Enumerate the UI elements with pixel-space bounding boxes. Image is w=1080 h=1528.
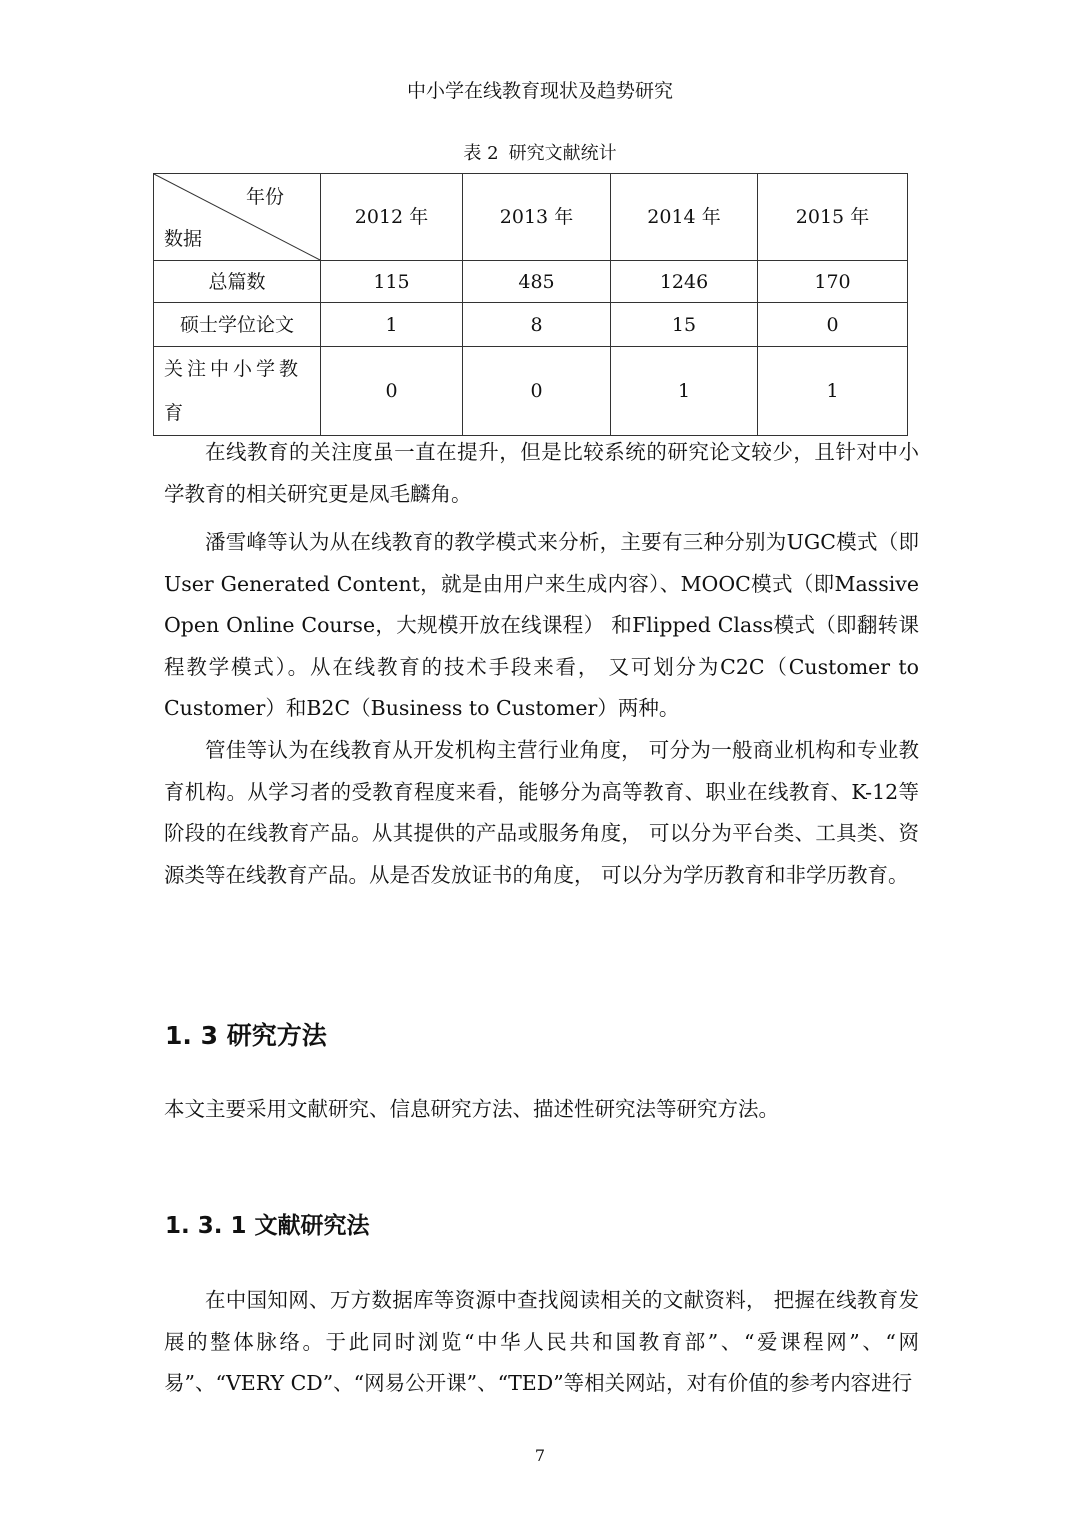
section-intro-text: 本文主要采用文献研究、信息研究方法、描述性研究法等研究方法。 [164, 1097, 779, 1121]
column-header: 2013 年 [463, 174, 611, 261]
table-cell: 0 [463, 347, 611, 436]
body-paragraph: 管佳等认为在线教育从开发机构主营行业角度， 可分为一般商业机构和专业教育机构。从学习者的受教育程度来看，能够分为高等教育、职业在线教育、K-12等阶段的在线教育产品。从其提供的产品或服务角度， 可以分为平台类、工具类、资源类等在线教育产品。从是否发放证书的角度， 可以分为学历教育和非学历教育。 [164, 738, 919, 887]
page-number: 7 [534, 1446, 546, 1465]
running-header: 中小学在线教育现状及趋势研究 [406, 80, 673, 102]
table-caption-text: 研究文献统计 [508, 143, 617, 164]
section-heading-1-3: 1. 3 研究方法 [165, 1021, 327, 1050]
literature-stats-table [153, 173, 908, 436]
row-label-line: 关注中小学教 [164, 358, 303, 380]
table-cell: 115 [321, 261, 463, 303]
table-cell: 1246 [611, 261, 758, 303]
table-caption-number: 表 2 [463, 143, 499, 164]
body-paragraph: 潘雪峰等认为从在线教育的教学模式来分析，主要有三种分别为UGC模式（即User Generated Content，就是由用户来生成内容）、MOOC模式（即Massive Open Online Course，大规模开放在线课程） 和Flipped Class模式（即翻转课程教学模式）。从在线教育的技术手段来看， 又可划分为C2C（Customer to Customer）和B2C（Business to Customer）两种。 [164, 530, 919, 720]
table-cell: 15 [611, 303, 758, 347]
column-header: 2014 年 [611, 174, 758, 261]
column-header: 2012 年 [321, 174, 463, 261]
table-header-row [154, 174, 908, 261]
table-row [154, 261, 908, 303]
table-cell: 1 [758, 347, 908, 436]
table-row [154, 347, 908, 436]
body-paragraph: 在中国知网、万方数据库等资源中查找阅读相关的文献资料， 把握在线教育发展的整体脉络。于此同时浏览“中华人民共和国教育部”、“爱课程网”、“网易”、“VERY CD”、“网易公开课”、“TED”等相关网站，对有价值的参考内容进行 [164, 1288, 919, 1395]
row-label: 硕士学位论文 [154, 303, 321, 347]
table-cell: 0 [321, 347, 463, 436]
section-heading-1-3-1: 1. 3. 1 文献研究法 [165, 1213, 370, 1239]
corner-year-label: 年份 [245, 186, 284, 208]
table-cell: 1 [321, 303, 463, 347]
column-header: 2015 年 [758, 174, 908, 261]
row-label: 总篇数 [154, 261, 321, 303]
table-cell: 8 [463, 303, 611, 347]
body-paragraph: 在线教育的关注度虽一直在提升，但是比较系统的研究论文较少，且针对中小学教育的相关研究更是凤毛麟角。 [164, 440, 919, 506]
corner-data-label: 数据 [164, 228, 203, 250]
table-cell: 170 [758, 261, 908, 303]
table-row [154, 303, 908, 347]
table-cell: 1 [611, 347, 758, 436]
table-cell: 0 [758, 303, 908, 347]
corner-header-cell [154, 174, 321, 261]
table-cell: 485 [463, 261, 611, 303]
row-label [154, 347, 321, 436]
table-caption [0, 141, 1080, 167]
row-label-line: 育 [164, 402, 188, 424]
